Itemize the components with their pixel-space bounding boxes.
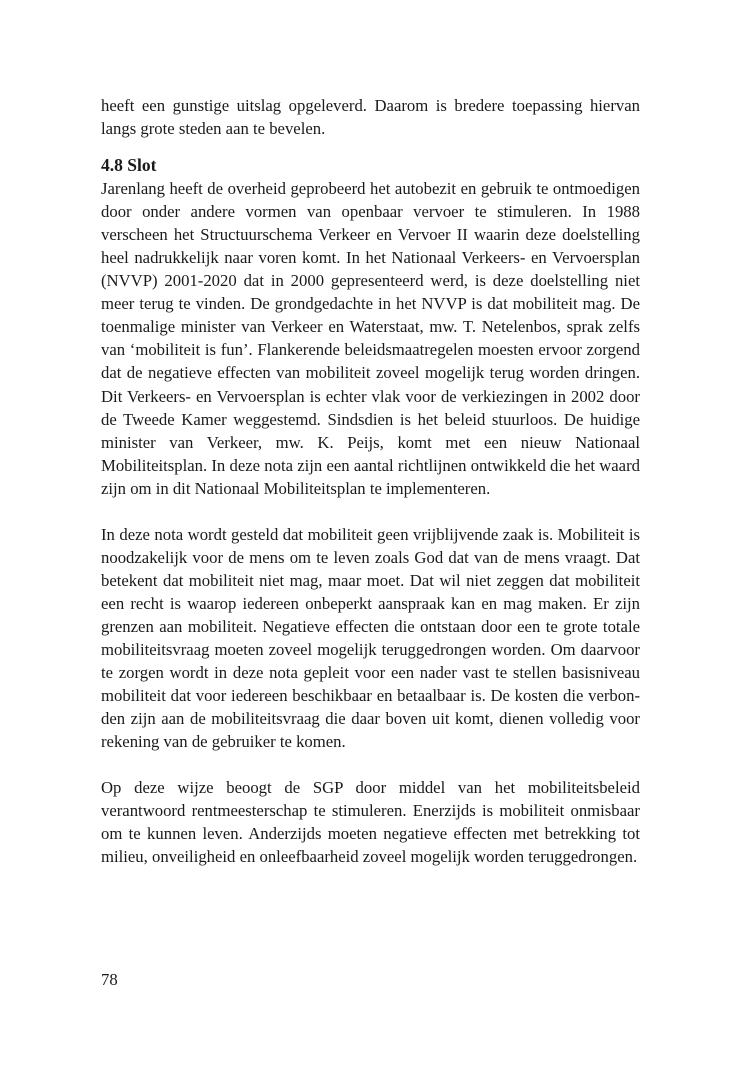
document-page xyxy=(101,94,640,868)
page-number: 78 xyxy=(101,970,118,989)
body-paragraph-1: Jarenlang heeft de overheid geprobeerd het autobezit en gebruik te ontmoedigen door onder andere vormen van openbaar vervoer te stimuleren. In 1988 verscheen het Structuurschema Verkeer en Vervoer II waarin deze doelstelling heel nadrukkelijk naar voren komt. In het Nationaal Verkeers- en Vervoersplan (NVVP) 2001-2020 dat in 2000 gepresenteerd werd, is deze doelstelling niet meer terug te vinden. De grondgedachte in het NVVP is dat mobiliteit mag. De toenmalige minister van Verkeer en Waterstaat, mw. T. Netelenbos, sprak zelfs van ‘mobiliteit is fun’. Flankerende beleidsmaatregelen moesten ervoor zorgend dat de negatieve effecten van mobiliteit zoveel mogelijk terug worden dringen. Dit Verkeers- en Vervoersplan is echter vlak voor de verkiezingen in 2002 door de Tweede Kamer weggestemd. Sindsdien is het beleid stuurloos. De huidige minister van Verkeer, mw. K. Peijs, komt met een nieuw Nationaal Mobiliteitsplan. In deze nota zijn een aantal richtlijnen ontwikkeld die het waard zijn om in dit Nationaal Mobiliteitsplan te implementeren. xyxy=(101,179,640,498)
section-heading: 4.8 Slot xyxy=(101,155,157,176)
intro-paragraph: heeft een gunstige uitslag opgeleverd. Daarom is bredere toepassing hiervan langs grote steden aan te bevelen. xyxy=(101,96,640,139)
body-paragraph-2: In deze nota wordt gesteld dat mobiliteit geen vrijblijvende zaak is. Mobiliteit is noodzakelijk voor de mens om te leven zoals God dat van de mens vraagt. Dat betekent dat mobiliteit niet mag, maar moet. Dat wil niet zeggen dat mobiliteit een recht is waarop iedereen onbeperkt aanspraak kan en mag maken. Er zijn grenzen aan mobiliteit. Negatieve effecten die ontstaan door een te grote totale mobiliteitsvraag moeten zoveel mogelijk teruggedrongen worden. Om daarvoor te zorgen wordt in deze nota gepleit voor een nader vast te stellen basisniveau mobiliteit dat voor iedereen beschikbaar en betaalbaar is. De kosten die verbonden zijn aan de mobiliteitsvraag die daar boven uit komt, dienen volledig voor rekening van de gebruiker te komen. xyxy=(101,524,640,752)
body-paragraph-3: Op deze wijze beoogt de SGP door middel van het mobiliteitsbeleid verantwoord rentmeesterschap te stimuleren. Enerzijds is mobiliteit onmisbaar om te kunnen leven. Anderzijds moeten negatieve effecten met betrekking tot milieu, onveiligheid en onleefbaarheid zoveel mogelijk worden teruggedrongen. xyxy=(101,778,640,867)
